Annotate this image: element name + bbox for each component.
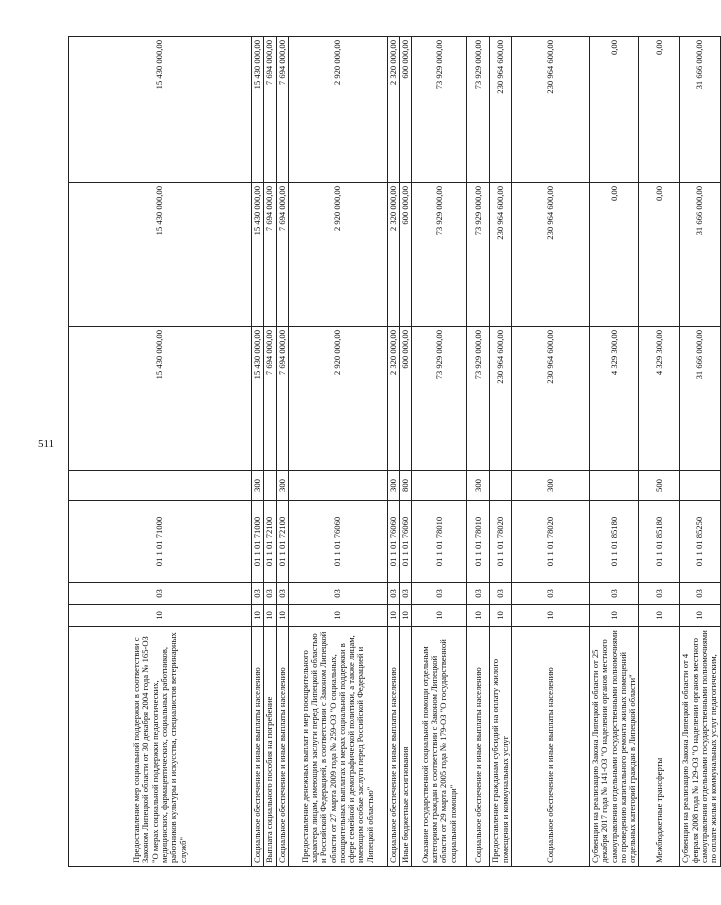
amount-year-2-cell: 600 000,00 bbox=[400, 183, 412, 327]
row-name-cell: Субвенции на реализацию Закона Липецкой области от 4 февраля 2008 года № 129-ОЗ "О наделении органов местного самоуправления отдельными государственными полномочиями по оплате жилья и коммунальных услуг педагогическим, bbox=[680, 627, 720, 867]
section-code-cell: 10 bbox=[412, 605, 467, 627]
subsection-code-cell: 03 bbox=[412, 583, 467, 605]
subsection-code-cell: 03 bbox=[387, 583, 399, 605]
amount-year-2-cell: 0,00 bbox=[589, 183, 638, 327]
target-article-cell: 01 1 01 71000 bbox=[69, 501, 252, 583]
amount-year-2-cell: 15 430 000,00 bbox=[252, 183, 264, 327]
expense-type-cell: 800 bbox=[400, 471, 412, 501]
amount-year-1-cell: 15 430 000,00 bbox=[252, 327, 264, 471]
row-name-cell: Иные бюджетные ассигнования bbox=[400, 627, 412, 867]
amount-year-1-cell: 2 320 000,00 bbox=[387, 327, 399, 471]
target-article-cell: 01 1 01 76060 bbox=[387, 501, 399, 583]
section-code-cell: 10 bbox=[589, 605, 638, 627]
expense-type-cell bbox=[680, 471, 720, 501]
target-article-cell: 01 1 01 71000 bbox=[252, 501, 264, 583]
row-name-cell: Предоставление мер социальной поддержки в соответствии с Законом Липецкой области от 30 декабря 2004 года № 165-ОЗ "О мерах социальной поддержки педагогических, медицинских, фармацевтических, социальных работников, работников культуры и искусства, специалистов ветеринарных служб" bbox=[69, 627, 252, 867]
amount-year-1-cell: 600 000,00 bbox=[400, 327, 412, 471]
section-code-cell: 10 bbox=[288, 605, 387, 627]
subsection-code-cell: 03 bbox=[639, 583, 680, 605]
table-row bbox=[264, 37, 276, 867]
row-name-cell: Межбюджетные трансферты bbox=[639, 627, 680, 867]
target-article-cell: 01 1 01 85250 bbox=[680, 501, 720, 583]
expense-type-cell bbox=[264, 471, 276, 501]
target-article-cell: 01 1 01 78010 bbox=[412, 501, 467, 583]
subsection-code-cell: 03 bbox=[69, 583, 252, 605]
target-article-cell: 01 1 01 85180 bbox=[589, 501, 638, 583]
page-number: 511 bbox=[38, 438, 55, 450]
amount-year-2-cell: 73 929 000,00 bbox=[412, 183, 467, 327]
target-article-cell: 01 1 01 78020 bbox=[490, 501, 512, 583]
target-article-cell: 01 1 01 85180 bbox=[639, 501, 680, 583]
subsection-code-cell: 03 bbox=[288, 583, 387, 605]
amount-year-2-cell: 15 430 000,00 bbox=[69, 183, 252, 327]
target-article-cell: 01 1 01 76060 bbox=[288, 501, 387, 583]
amount-year-2-cell: 7 694 000,00 bbox=[264, 183, 276, 327]
expense-type-cell: 300 bbox=[387, 471, 399, 501]
amount-year-1-cell: 73 929 000,00 bbox=[467, 327, 490, 471]
table-row bbox=[511, 37, 589, 867]
amount-year-3-cell: 0,00 bbox=[589, 37, 638, 183]
amount-year-1-cell: 73 929 000,00 bbox=[412, 327, 467, 471]
amount-year-1-cell: 230 964 600,00 bbox=[511, 327, 589, 471]
row-name-cell: Социальное обеспечение и иные выплаты населению bbox=[276, 627, 288, 867]
section-code-cell: 10 bbox=[490, 605, 512, 627]
amount-year-3-cell: 230 964 600,00 bbox=[490, 37, 512, 183]
table-row bbox=[387, 37, 399, 867]
amount-year-1-cell: 230 964 600,00 bbox=[490, 327, 512, 471]
amount-year-3-cell: 230 964 600,00 bbox=[511, 37, 589, 183]
subsection-code-cell: 03 bbox=[490, 583, 512, 605]
row-name-cell: Субвенции на реализацию Закона Липецкой области от 25 декабря 2017 года № 141-ОЗ "О наделении органов местного самоуправления отдельными государственными полномочиями по проведению капитального ремонта жилых помещений отдельных категорий граждан в Липецкой области" bbox=[589, 627, 638, 867]
expense-type-cell: 300 bbox=[252, 471, 264, 501]
expense-type-cell: 300 bbox=[467, 471, 490, 501]
amount-year-1-cell: 7 694 000,00 bbox=[264, 327, 276, 471]
amount-year-2-cell: 230 964 600,00 bbox=[490, 183, 512, 327]
expense-type-cell bbox=[412, 471, 467, 501]
amount-year-1-cell: 2 920 000,00 bbox=[288, 327, 387, 471]
amount-year-3-cell: 15 430 000,00 bbox=[252, 37, 264, 183]
amount-year-1-cell: 7 694 000,00 bbox=[276, 327, 288, 471]
table-row bbox=[252, 37, 264, 867]
subsection-code-cell: 03 bbox=[680, 583, 720, 605]
amount-year-2-cell: 2 920 000,00 bbox=[288, 183, 387, 327]
amount-year-2-cell: 230 964 600,00 bbox=[511, 183, 589, 327]
table-row bbox=[288, 37, 387, 867]
amount-year-3-cell: 73 929 000,00 bbox=[412, 37, 467, 183]
section-code-cell: 10 bbox=[511, 605, 589, 627]
amount-year-1-cell: 15 430 000,00 bbox=[69, 327, 252, 471]
amount-year-3-cell: 2 920 000,00 bbox=[288, 37, 387, 183]
amount-year-3-cell: 2 320 000,00 bbox=[387, 37, 399, 183]
amount-year-2-cell: 0,00 bbox=[639, 183, 680, 327]
amount-year-3-cell: 0,00 bbox=[639, 37, 680, 183]
row-name-cell: Предоставление денежных выплат и мер поощрительного характера лицам, имеющим заслуги перед Липецкой областью и Российской Федерацией, в соответствии с Законом Липецкой области от 27 марта 2009 года № 259-ОЗ "О социальных, поощрительных выплатах и мерах социальной поддержки в сфере семейной и демографической политики, а также лицам, имеющим особые заслуги перед Российской Федерацией и Липецкой областью" bbox=[288, 627, 387, 867]
table-row bbox=[639, 37, 680, 867]
table-row bbox=[412, 37, 467, 867]
section-code-cell: 10 bbox=[276, 605, 288, 627]
subsection-code-cell: 03 bbox=[400, 583, 412, 605]
row-name-cell: Выплата социального пособия на погребение bbox=[264, 627, 276, 867]
amount-year-3-cell: 31 666 000,00 bbox=[680, 37, 720, 183]
row-name-cell: Предоставление гражданам субсидий на оплату жилого помещения и коммунальных услуг bbox=[490, 627, 512, 867]
expense-type-cell bbox=[288, 471, 387, 501]
subsection-code-cell: 03 bbox=[511, 583, 589, 605]
row-name-cell: Социальное обеспечение и иные выплаты населению bbox=[511, 627, 589, 867]
amount-year-2-cell: 7 694 000,00 bbox=[276, 183, 288, 327]
row-name-cell: Социальное обеспечение и иные выплаты населению bbox=[387, 627, 399, 867]
table-row bbox=[490, 37, 512, 867]
amount-year-3-cell: 600 000,00 bbox=[400, 37, 412, 183]
amount-year-3-cell: 15 430 000,00 bbox=[69, 37, 252, 183]
row-name-cell: Социальное обеспечение и иные выплаты населению bbox=[252, 627, 264, 867]
target-article-cell: 01 1 01 78020 bbox=[511, 501, 589, 583]
amount-year-3-cell: 7 694 000,00 bbox=[276, 37, 288, 183]
target-article-cell: 01 1 01 76060 bbox=[400, 501, 412, 583]
amount-year-2-cell: 31 666 000,00 bbox=[680, 183, 720, 327]
amount-year-1-cell: 4 329 300,00 bbox=[589, 327, 638, 471]
section-code-cell: 10 bbox=[264, 605, 276, 627]
expense-type-cell: 300 bbox=[276, 471, 288, 501]
table-row bbox=[276, 37, 288, 867]
subsection-code-cell: 03 bbox=[467, 583, 490, 605]
target-article-cell: 01 1 01 72100 bbox=[276, 501, 288, 583]
section-code-cell: 10 bbox=[680, 605, 720, 627]
table-row bbox=[400, 37, 412, 867]
subsection-code-cell: 03 bbox=[264, 583, 276, 605]
section-code-cell: 10 bbox=[252, 605, 264, 627]
amount-year-1-cell: 31 666 000,00 bbox=[680, 327, 720, 471]
expense-type-cell: 300 bbox=[511, 471, 589, 501]
table-row bbox=[69, 37, 252, 867]
amount-year-2-cell: 73 929 000,00 bbox=[467, 183, 490, 327]
row-name-cell: Оказание государственной социальной помощи отдельным категориям граждан в соответствии с Законом Липецкой области от 29 марта 2005 года № 179-ОЗ "О государственной социальной помощи" bbox=[412, 627, 467, 867]
expense-type-cell bbox=[589, 471, 638, 501]
table-row bbox=[589, 37, 638, 867]
target-article-cell: 01 1 01 78010 bbox=[467, 501, 490, 583]
budget-table bbox=[68, 36, 721, 867]
section-code-cell: 10 bbox=[467, 605, 490, 627]
amount-year-3-cell: 7 694 000,00 bbox=[264, 37, 276, 183]
subsection-code-cell: 03 bbox=[276, 583, 288, 605]
section-code-cell: 10 bbox=[639, 605, 680, 627]
rotated-budget-table-container bbox=[68, 37, 719, 867]
expense-type-cell: 500 bbox=[639, 471, 680, 501]
expense-type-cell bbox=[490, 471, 512, 501]
amount-year-1-cell: 4 329 300,00 bbox=[639, 327, 680, 471]
expense-type-cell bbox=[69, 471, 252, 501]
amount-year-3-cell: 73 929 000,00 bbox=[467, 37, 490, 183]
section-code-cell: 10 bbox=[400, 605, 412, 627]
subsection-code-cell: 03 bbox=[252, 583, 264, 605]
table-row bbox=[467, 37, 490, 867]
amount-year-2-cell: 2 320 000,00 bbox=[387, 183, 399, 327]
section-code-cell: 10 bbox=[69, 605, 252, 627]
row-name-cell: Социальное обеспечение и иные выплаты населению bbox=[467, 627, 490, 867]
subsection-code-cell: 03 bbox=[589, 583, 638, 605]
section-code-cell: 10 bbox=[387, 605, 399, 627]
target-article-cell: 01 1 01 72100 bbox=[264, 501, 276, 583]
table-row bbox=[680, 37, 720, 867]
